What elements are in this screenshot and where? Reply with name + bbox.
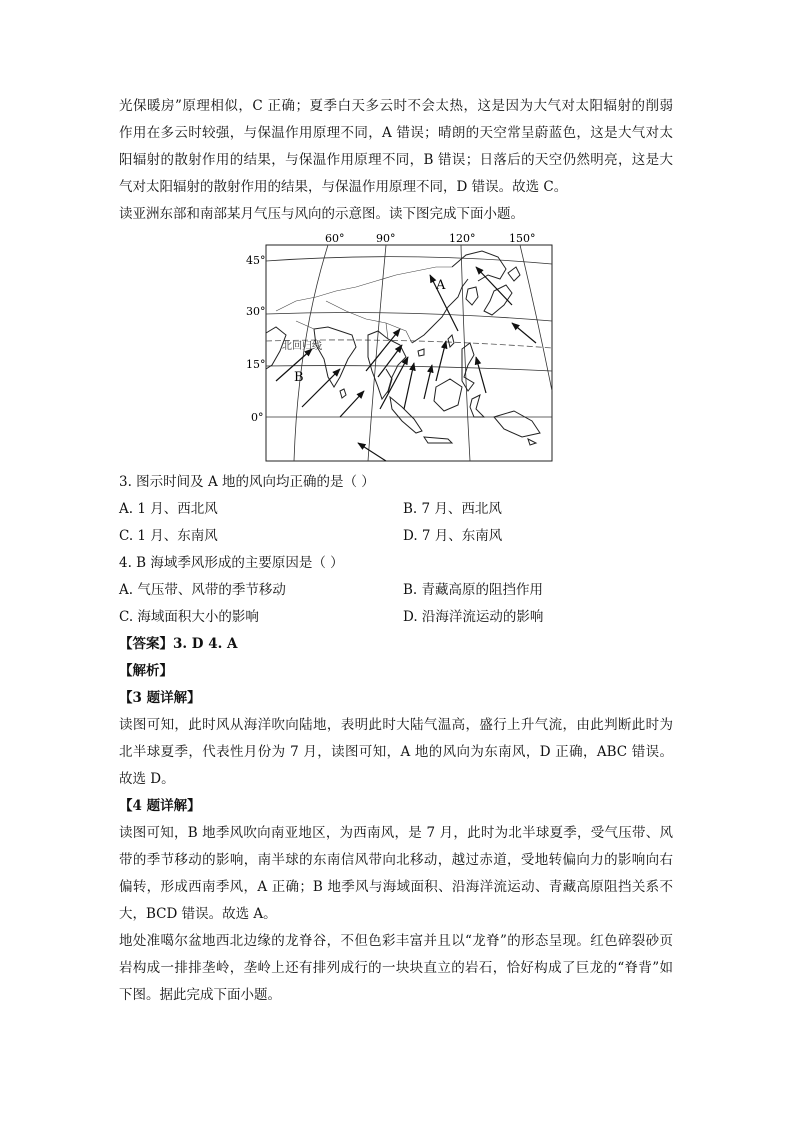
lon-label-90: 90° <box>376 232 396 245</box>
q4-detail-line: 偏转，形成西南季风，A 正确；B 地季风与海域面积、沿海洋流运动、青藏高原阻挡关系不 <box>119 879 673 895</box>
q4-option-a: A. 气压带、风带的季节移动 <box>119 582 286 598</box>
lon-label-120: 120° <box>449 232 476 245</box>
paragraph-line: 地处准噶尔盆地西北边缘的龙脊谷，不但色彩丰富并且以“龙脊”的形态呈现。红色碎裂砂页 <box>119 933 673 949</box>
q3-detail-heading: 【3 题详解】 <box>119 690 201 706</box>
question-4-stem: 4. B 海域季风形成的主要原因是（ ） <box>119 555 344 571</box>
lat-label-0: 0° <box>251 411 264 424</box>
point-b-label: B <box>294 370 304 385</box>
answer-line: 【答案】3. D 4. A <box>119 636 238 652</box>
q4-detail-line: 带的季节移动的影响，南半球的东南信风带向北移动，越过赤道，受地转偏向力的影响向右 <box>119 852 673 868</box>
q4-option-d: D. 沿海洋流运动的影响 <box>403 609 544 625</box>
tropic-label: 北回归线 <box>282 341 322 352</box>
paragraph-line: 岩构成一排排垄岭，垄岭上还有排列成行的一块块直立的岩石，恰好构成了巨龙的“脊背”如 <box>119 960 673 976</box>
q3-detail-line: 读图可知，此时风从海洋吹向陆地，表明此时大陆气温高，盛行上升气流，由此判断此时为 <box>119 717 673 733</box>
question-3-stem: 3. 图示时间及 A 地的风向均正确的是（ ） <box>119 474 375 490</box>
q3-option-d: D. 7 月、东南风 <box>403 528 503 544</box>
analysis-heading: 【解析】 <box>119 663 173 679</box>
lon-label-60: 60° <box>325 232 345 245</box>
q3-detail-line: 故选 D。 <box>119 771 175 787</box>
paragraph-line: 阳辐射的散射作用的结果，与保温作用原理不同，B 错误；日落后的天空仍然明亮，这是大 <box>119 152 673 168</box>
q4-option-c: C. 海域面积大小的影响 <box>119 609 259 625</box>
q3-option-b: B. 7 月、西北风 <box>403 501 502 517</box>
lat-label-15: 15° <box>246 358 266 371</box>
q4-option-b: B. 青藏高原的阻挡作用 <box>403 582 544 598</box>
lat-label-45: 45° <box>246 254 266 267</box>
paragraph-line: 气对太阳辐射的散射作用的结果，与保温作用原理不同，D 错误。故选 C。 <box>119 179 568 195</box>
point-a-label: A <box>436 278 446 293</box>
map-frame <box>266 245 552 461</box>
intro-line: 读亚洲东部和南部某月气压与风向的示意图。读下图完成下面小题。 <box>119 206 524 222</box>
q4-detail-line: 读图可知，B 地季风吹向南亚地区，为西南风，是 7 月，此时为北半球夏季，受气压带、风 <box>119 825 673 841</box>
q4-detail-line: 大，BCD 错误。故选 A。 <box>119 906 277 922</box>
q4-detail-heading: 【4 题详解】 <box>119 798 201 814</box>
lat-label-30: 30° <box>246 305 266 318</box>
asia-wind-map <box>236 231 556 463</box>
q3-option-a: A. 1 月、西北风 <box>119 501 218 517</box>
paragraph-line: 下图。据此完成下面小题。 <box>119 987 281 1003</box>
lon-label-150: 150° <box>509 232 536 245</box>
q3-option-c: C. 1 月、东南风 <box>119 528 218 544</box>
q3-detail-line: 北半球夏季，代表性月份为 7 月，读图可知，A 地的风向为东南风，D 正确，ABC 错误。 <box>119 744 673 760</box>
paragraph-line: 光保暖房”原理相似，C 正确；夏季白天多云时不会太热，这是因为大气对太阳辐射的削弱 <box>119 98 673 114</box>
paragraph-line: 作用在多云时较强，与保温作用原理不同，A 错误；晴朗的天空常呈蔚蓝色，这是大气对太 <box>119 125 673 141</box>
